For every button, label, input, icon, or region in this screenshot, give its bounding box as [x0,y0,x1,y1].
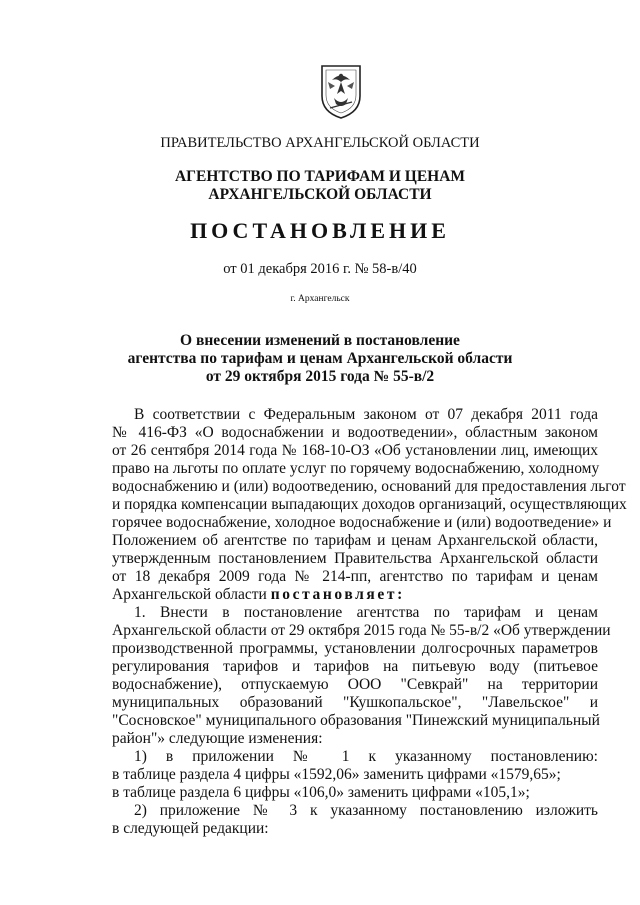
subject-line: от 29 октября 2015 года № 55-в/2 [205,368,435,385]
agency-heading-line: АГЕНТСТВО ПО ТАРИФАМ И ЦЕНАМ [174,168,466,185]
body-text-line [112,586,598,604]
body-text-line: от 26 сентября 2014 года № 168-10-ОЗ «Об установлении лиц, имеющих [112,442,598,459]
coat-of-arms-icon [318,62,364,120]
document-type-title: ПОСТАНОВЛЕНИЕ [190,218,450,243]
body-text-line: водоснабжению и (или) водоотведению, оснований для предоставления льгот [112,478,626,495]
body-text-line: в следующей редакции: [112,820,269,837]
list-item-detail: в таблице раздела 6 цифры «106,0» заменить цифрами «105,1»; [112,784,530,801]
resolves-keyword: постановляет: [270,586,405,603]
body-text-line: Положением об агентстве по тарифам и ценам Архангельской области, [112,532,598,549]
body-text-fragment: Архангельской области [112,586,271,603]
agency-heading [0,168,640,204]
list-item: 2) приложение № 3 к указанному постановлению изложить [134,802,598,819]
body-text-line: № 416-ФЗ «О водоснабжении и водоотведении», областным законом [112,424,598,441]
body-text-line: Архангельской области от 29 октября 2015 года № 55-в/2 «Об утверждении [112,622,611,639]
body-text-line: водоснабжение), отпускаемую ООО "Севкрай" на территории [112,676,598,693]
body-text-line: утвержденным постановлением Правительства Архангельской области [112,550,598,567]
body-text-line: регулирования тарифов и тарифов на питьевую воду (питьевое [112,658,598,675]
subject-line: агентства по тарифам и ценам Архангельской области [127,350,513,367]
body-text-line: от 18 декабря 2009 года № 214-пп, агентство по тарифам и ценам [112,568,598,585]
body-text-line: и порядка компенсации выпадающих доходов организаций, осуществляющих [112,496,627,513]
agency-heading-line: АРХАНГЕЛЬСКОЙ ОБЛАСТИ [208,186,432,203]
list-item: 1) в приложении № 1 к указанному постановлению: [134,748,598,765]
list-item-detail: в таблице раздела 4 цифры «1592,06» заменить цифрами «1579,65»; [112,766,561,783]
document-subject [0,332,640,386]
body-text-line: "Сосновское" муниципального образования "Пинежский муниципальный [112,712,600,729]
body-text-line: 1. Внести в постановление агентства по тарифам и ценам [134,604,598,621]
body-text-line: производственной программы, установлении долгосрочных параметров [112,640,598,657]
body-text-line: район"» следующие изменения: [112,730,323,747]
city-label: г. Архангельск [290,294,350,304]
subject-line: О внесении изменений в постановление [180,332,460,349]
body-text-line: горячее водоснабжение, холодное водоснабжение и (или) водоотведение» и [112,514,612,531]
body-text-line: право на льготы по оплате услуг по горячему водоснабжению, холодному [112,460,600,477]
government-heading: ПРАВИТЕЛЬСТВО АРХАНГЕЛЬСКОЙ ОБЛАСТИ [160,135,480,151]
body-text-line: В соответствии с Федеральным законом от 07 декабря 2011 года [134,406,598,423]
body-text-line: муниципальных образований "Кушкопальское", "Лавельское" и [112,694,598,711]
date-and-number: от 01 декабря 2016 г. № 58-в/40 [223,261,417,277]
